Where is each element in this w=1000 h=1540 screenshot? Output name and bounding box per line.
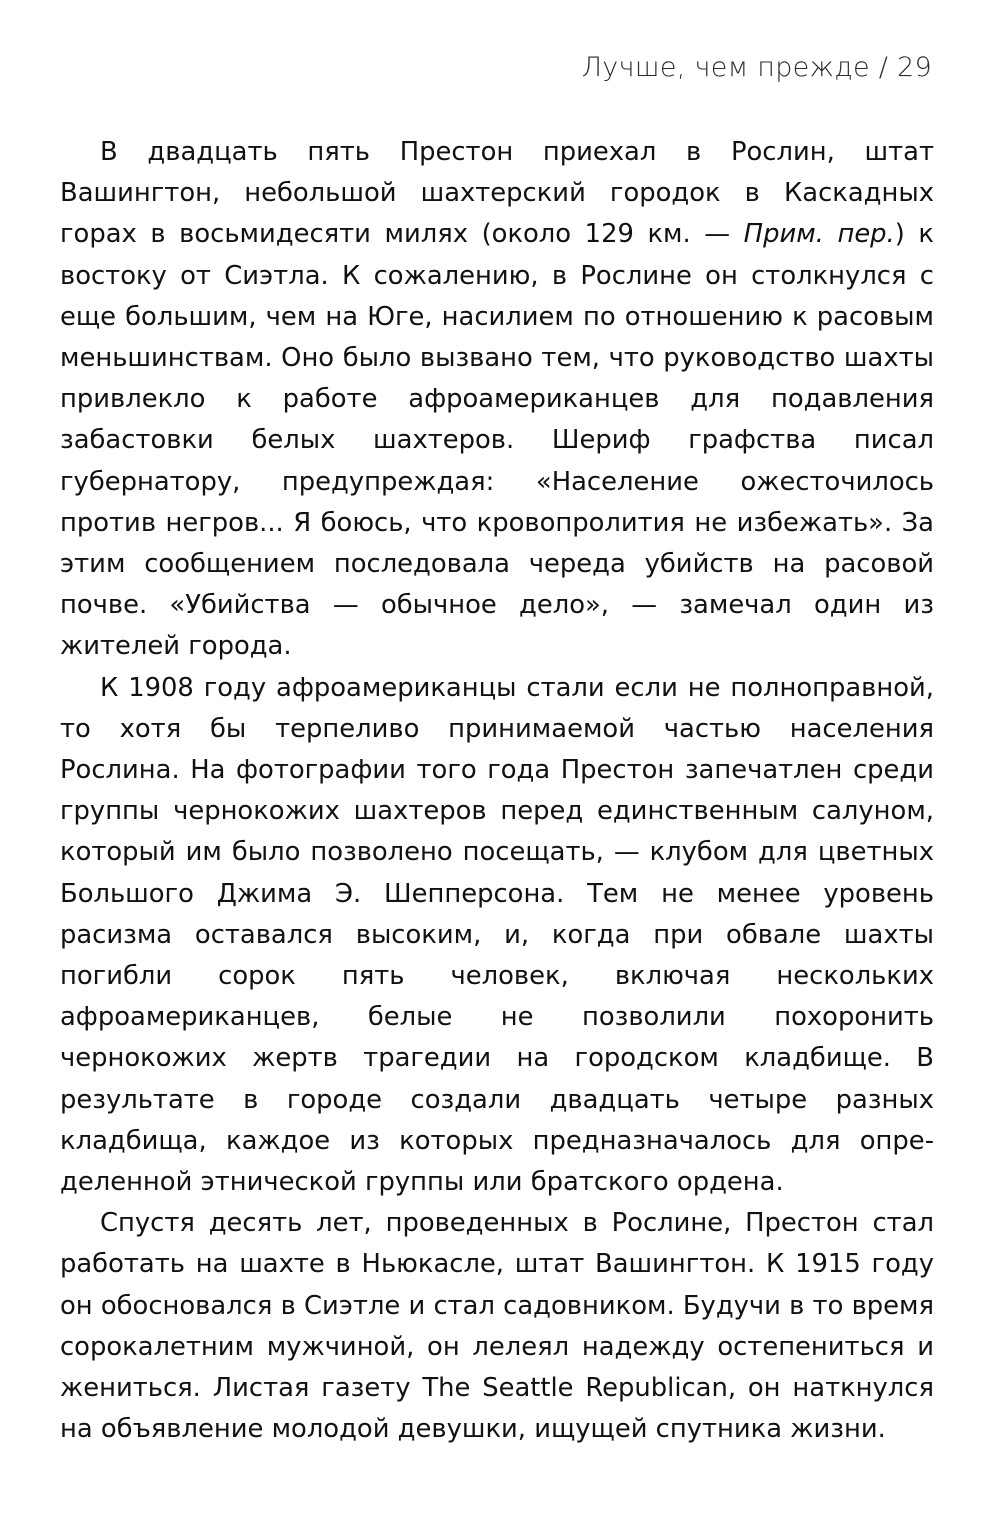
paragraph-2: К 1908 году афроамериканцы стали если не полноправной, то хотя бы терпеливо принимаемой частью населения Рослина. На фотографии того года Престон запечатлен среди группы чернокожих шахтеров перед единственным салуном, который им было позволено посещать, — клубом для цветных Большого Джима Э. Шепперсона. Тем не менее уровень расизма оставался высоким, и, когда при обвале шахты погибли сорок пять человек, включая нескольких афроамериканцев, белые не позволили похоронить чернокожих жертв трагедии на городском кладбище. В результате в городе создали двадцать четыре разных кладбища, каждое из которых предназначалось для определенной этнической группы или братского ордена.: [60, 672, 934, 1198]
running-header: Лучше, чем прежде / 29: [581, 52, 932, 83]
paragraph-1: [60, 132, 934, 668]
paragraph-1-text-start: В двадцать пять Престон приехал в Рослин, штат Вашингтон, небольшой шахтерский городок в Каскадных горах в восьмидесяти милях (около 129 км. —: [60, 137, 934, 250]
paragraph-3: Спустя десять лет, проведенных в Рослине, Престон стал работать на шахте в Ньюкасле, штат Вашингтон. К 1915 году он обосновался в Сиэтле и стал садовником. Будучи в то время сорокалетним мужчиной, он лелеял надежду остепениться и жениться. Листая газету The Seattle Republican, он наткнулся на объявление молодой девушки, ищущей спутника жизни.: [60, 1208, 934, 1445]
translator-note: Прим. пер.: [743, 219, 895, 250]
body-text: [60, 132, 934, 1451]
paragraph-1-text-end: ) к востоку от Сиэтла. К сожалению, в Рослине он столкнулся с еще большим, чем на Юге, насилием по отношению к расовым меньшинствам. Оно было вызвано тем, что руководство шахты привлекло к работе афроамериканцев для подавления забастовки белых шахтеров. Шериф графства писал губернатору, предупреждая: «Население ожесточилось против негров... Я боюсь, что кровопролития не избежать». За этим сообщением последовала череда убийств на расовой почве. «Убийства — обычное дело», — замечал один из жителей города.: [60, 219, 934, 662]
